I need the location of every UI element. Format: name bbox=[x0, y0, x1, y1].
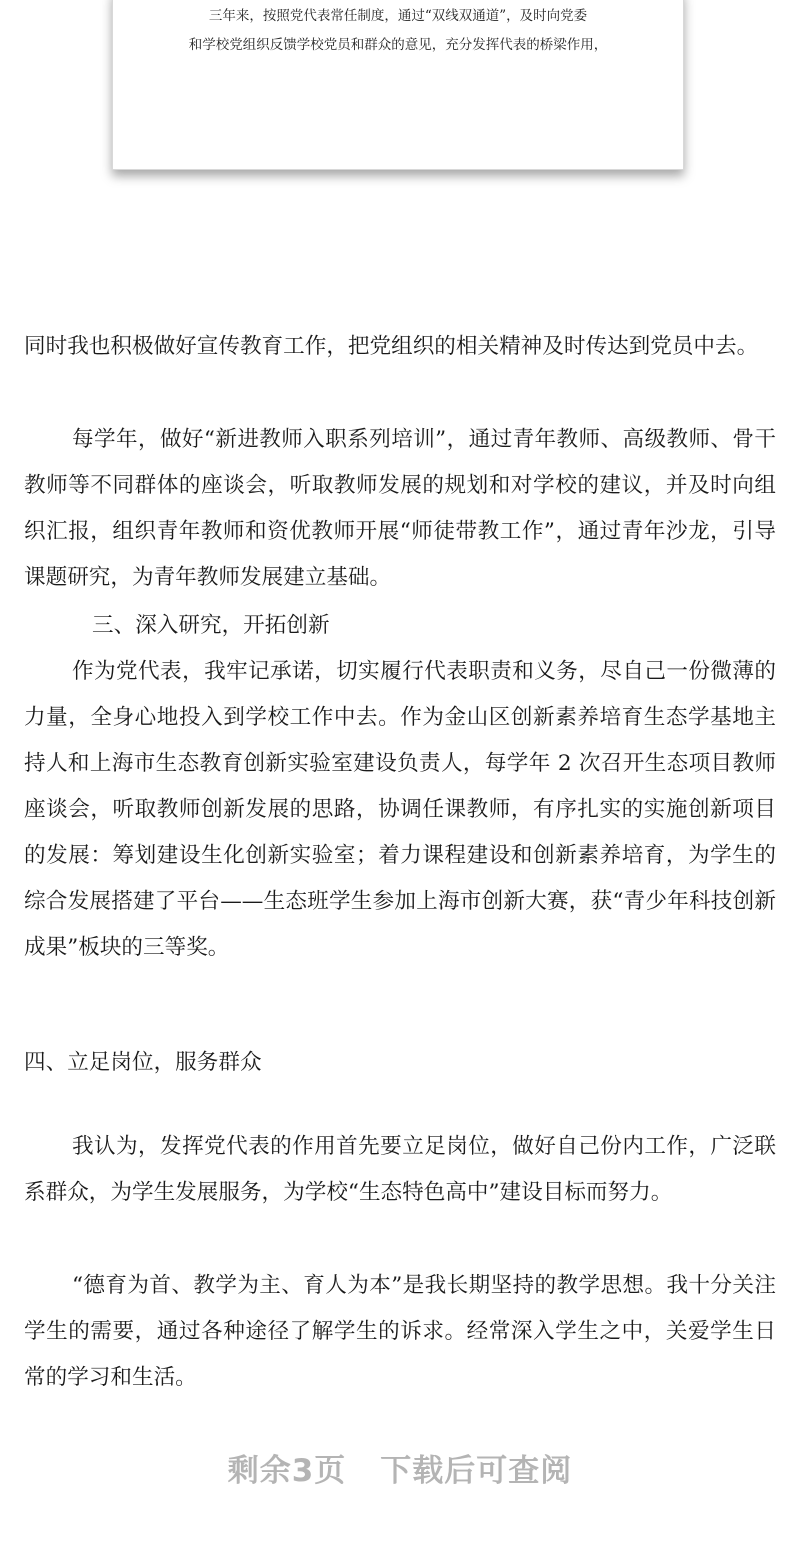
card-text-line: 和学校党组织反馈学校党员和群众的意见，充分发挥代表的桥梁作用， bbox=[188, 37, 608, 53]
download-prompt[interactable] bbox=[0, 1445, 800, 1490]
paragraph-3: 作为党代表，我牢记承诺，切实履行代表职责和义务，尽自己一份微薄的力量，全身心地投入到学校工作中去。作为金山区创新素养培育生态学基地主持人和上海市生态教育创新实验室建设负责人，每学年 2 次召开生态项目教师座谈会，听取教师创新发展的思路，协调任课教师，有序扎实的实施创新项目的发展：筹划建设生化创新实验室；着力课程建设和创新素养培育，为学生的综合发展搭建了平台——生态班学生参加上海市创新大赛，获“青少年科技创新成果”板块的三等奖。 bbox=[24, 659, 776, 960]
card-text-line: 三年来，按照党代表常任制度，通过“双线双通道”，及时向党委 bbox=[208, 8, 588, 24]
download-to-view-label: 下载后可查阅 bbox=[380, 1453, 573, 1489]
section-heading-4: 四、立足岗位，服务群众 bbox=[24, 1050, 262, 1075]
paragraph-2: 每学年，做好“新进教师入职系列培训”，通过青年教师、高级教师、骨干教师等不同群体的座谈会，听取教师发展的规划和对学校的建议，并及时向组织汇报，组织青年教师和资优教师开展“师徒带教工作”，通过青年沙龙，引导课题研究，为青年教师发展建立基础。 bbox=[24, 427, 776, 590]
preview-page-card bbox=[112, 0, 684, 170]
paragraph-5: “德育为首、教学为主、育人为本”是我长期坚持的教学思想。我十分关注学生的需要，通过各种途径了解学生的诉求。经常深入学生之中，关爱学生日常的学习和生活。 bbox=[24, 1273, 776, 1390]
section-heading-3: 三、深入研究，开拓创新 bbox=[92, 613, 330, 638]
paragraph-1: 同时我也积极做好宣传教育工作，把党组织的相关精神及时传达到党员中去。 bbox=[24, 334, 759, 359]
paragraph-4: 我认为，发挥党代表的作用首先要立足岗位，做好自己份内工作，广泛联系群众，为学生发展服务，为学校“生态特色高中”建设目标而努力。 bbox=[24, 1134, 776, 1205]
remaining-pages-label: 剩余3页 bbox=[227, 1453, 347, 1489]
